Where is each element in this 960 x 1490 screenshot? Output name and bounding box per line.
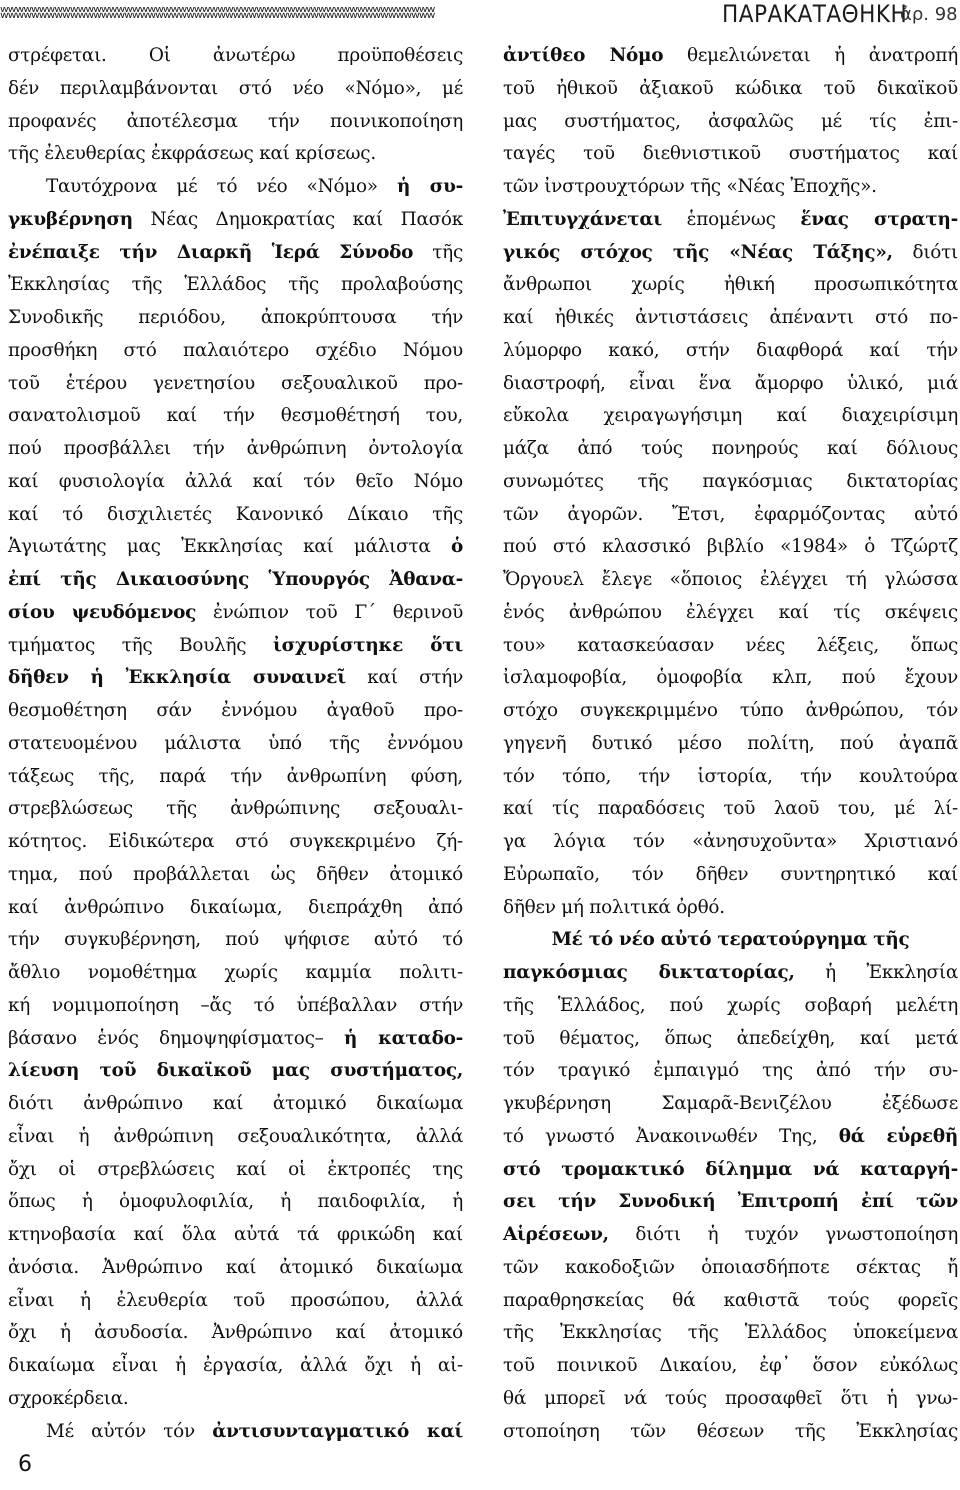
left-column-line bbox=[8, 1383, 463, 1416]
right-column-line bbox=[503, 269, 958, 302]
left-column-line bbox=[8, 171, 463, 204]
text-span: εὔκολα χειραγωγήσιμη καί διαχειρίσιμη bbox=[503, 405, 958, 427]
right-column-line bbox=[503, 1186, 958, 1219]
text-span: δικαίωμα εἶναι ἡ ἐργασία, ἀλλά ὄχι ἡ αἰ- bbox=[8, 1355, 463, 1376]
text-span: καί φυσιολογία ἀλλά καί τόν θεῖο Νόμο bbox=[8, 470, 463, 492]
bold-text: Αἱρέσεων, bbox=[503, 1224, 609, 1245]
right-column-line bbox=[503, 1121, 958, 1154]
text-span: μας συστήματος, ἀσφαλῶς μέ τίς ἐπι- bbox=[503, 110, 958, 132]
right-column-line bbox=[503, 1383, 958, 1416]
text-span: διότι ἀνθρώπινο καί ἀτομικό δικαίωμα bbox=[8, 1093, 463, 1114]
right-column-line bbox=[503, 597, 958, 630]
text-span: λύμορφο κακό, στήν διαφθορά καί τήν bbox=[503, 339, 958, 361]
right-column-line bbox=[503, 1416, 958, 1449]
right-column-line bbox=[503, 466, 958, 499]
text-span: τόν τραγικό ἐμπαιγμό της ἀπό τήν συ- bbox=[503, 1060, 958, 1082]
left-column-line bbox=[8, 1350, 463, 1383]
right-column-line bbox=[503, 400, 958, 433]
right-column-line bbox=[503, 1285, 958, 1318]
left-column-line bbox=[8, 499, 463, 532]
text-span: δέν περιλαμβάνονται στό νέο «Νόμο», μέ bbox=[8, 77, 463, 99]
text-span: τῶν ἰνστρουχτόρων τῆς «Νέας Ἐποχῆς». bbox=[503, 176, 877, 197]
text-span: θά μπορεῖ νά τούς προσαφθεῖ ὅτι ἡ γνω- bbox=[503, 1387, 958, 1409]
text-span: σχροκέρδεια. bbox=[8, 1387, 129, 1409]
text-span: Νέας Δημοκρατίας καί Πασόκ bbox=[132, 208, 463, 230]
right-column-line bbox=[503, 793, 958, 826]
text-span: στρέφεται. Οἱ ἀνωτέρω προϋποθέσεις bbox=[8, 45, 463, 66]
bold-text: ἐπί τῆς Δικαιοσύνης Ὑπουργός Ἀθανα- bbox=[8, 569, 463, 590]
right-column-line bbox=[503, 40, 958, 73]
right-column-line bbox=[503, 695, 958, 728]
left-column-line bbox=[8, 400, 463, 433]
text-span: συνωμότες τῆς παγκόσμιας δικτατορίας bbox=[503, 470, 958, 492]
left-column-line bbox=[8, 793, 463, 826]
text-span: κότητος. Εἰδικώτερα στό συγκεκριμένο ζή- bbox=[8, 831, 463, 852]
text-span: καί τό δισχιλιετές Κανονικό Δίκαιο τῆς bbox=[8, 503, 463, 525]
left-column-line bbox=[8, 40, 463, 73]
text-span: του» κατασκεύασαν νέες λέξεις, ὅπως bbox=[503, 634, 958, 656]
decorative-border: ʬʬʬʬʬʬʬʬʬʬʬʬʬʬʬʬʬʬʬʬʬʬʬʬʬʬʬʬʬʬʬʬʬʬʬʬʬʬʬʬʬʬʬʬʬʬʬʬʬʬʬʬʬʬʬʬ bbox=[0, 3, 435, 23]
right-column-line bbox=[503, 204, 958, 237]
right-column-line bbox=[503, 106, 958, 139]
text-span: εἶναι ἡ ἀνθρώπινη σεξουαλικότητα, ἀλλά bbox=[8, 1125, 463, 1147]
text-span: θεσμοθέτηση σάν ἐννόμου ἀγαθοῦ προ- bbox=[8, 700, 463, 721]
bold-text: ἀντίθεο Νόμο bbox=[503, 45, 664, 66]
text-span: στοποίηση τῶν θέσεων τῆς Ἐκκλησίας bbox=[503, 1420, 958, 1442]
text-span: ἡ Ἐκκλησία bbox=[794, 962, 958, 983]
left-column-line bbox=[8, 630, 463, 663]
right-column-line bbox=[503, 138, 958, 171]
left-column-line bbox=[8, 1317, 463, 1350]
left-column-line bbox=[8, 531, 463, 564]
left-column-line bbox=[8, 892, 463, 925]
bold-text: σει τήν Συνοδική Ἐπιτροπή ἐπί τῶν bbox=[503, 1191, 958, 1213]
left-column-line bbox=[8, 761, 463, 794]
text-span: τήν συγκυβέρνηση, πού ψήφισε αὐτό τό bbox=[8, 929, 463, 951]
left-column-line bbox=[8, 433, 463, 466]
text-span: παραθρησκείας θά καθιστᾶ τούς φορεῖς bbox=[503, 1289, 958, 1311]
right-column-line bbox=[503, 1154, 958, 1187]
text-span: πού στό κλασσικό βιβλίο «1984» ὁ Τζώρτζ bbox=[503, 536, 958, 558]
text-span: διαστροφή, εἶναι ἕνα ἄμορφο ὑλικό, μιά bbox=[503, 372, 958, 394]
text-span: τοῦ θέματος, ὅπως ἀπεδείχθη, καί μετά bbox=[503, 1027, 958, 1049]
left-column-line bbox=[8, 990, 463, 1023]
left-column-line bbox=[8, 662, 463, 695]
right-column-line bbox=[503, 924, 958, 957]
text-span: ἑπομένως bbox=[661, 208, 801, 230]
left-column-line bbox=[8, 597, 463, 630]
text-span: Ἐκκλησίας τῆς Ἑλλάδος τῆς προλαβούσης bbox=[8, 274, 463, 296]
text-span: στρεβλώσεως τῆς ἀνθρώπινης σεξουαλι- bbox=[8, 798, 463, 820]
left-column bbox=[8, 40, 463, 1448]
text-span: Ἁγιωτάτης μας Ἐκκλησίας καί μάλιστα bbox=[8, 536, 451, 558]
bold-text: γκυβέρνηση bbox=[8, 208, 133, 230]
bold-text: δῆθεν ἡ Ἐκκλησία συναινεῖ bbox=[8, 667, 346, 689]
bold-text: θά εὑρεθῆ bbox=[838, 1125, 959, 1147]
left-column-line bbox=[8, 1416, 463, 1449]
text-span: τμήματος τῆς Βουλῆς bbox=[8, 634, 274, 656]
left-column-line bbox=[8, 1252, 463, 1285]
left-column-line bbox=[8, 237, 463, 270]
left-column-line bbox=[8, 695, 463, 728]
text-span: γα λόγια τόν «ἀνησυχοῦντα» Χριστιανό bbox=[503, 831, 958, 852]
right-column-line bbox=[503, 1252, 958, 1285]
right-column-line bbox=[503, 73, 958, 106]
bold-text: γικός στόχος τῆς «Νέας Τάξης», bbox=[503, 241, 893, 263]
right-column-line bbox=[503, 1317, 958, 1350]
text-span: καί ἀνθρώπινο δικαίωμα, διεπράχθη ἀπό bbox=[8, 896, 463, 918]
text-span: γκυβέρνηση Σαμαρᾶ-Βενιζέλου ἐξέδωσε bbox=[503, 1093, 958, 1114]
left-column-line bbox=[8, 1055, 463, 1088]
right-column bbox=[503, 40, 958, 1448]
text-span: ἐνώπιον τοῦ Γ΄ θερινοῦ bbox=[196, 601, 463, 623]
left-column-line bbox=[8, 564, 463, 597]
right-column-line bbox=[503, 1219, 958, 1252]
text-span: θεμελιώνεται ἡ ἀνατροπή bbox=[663, 45, 958, 66]
bold-text: σίου ψευδόμενος bbox=[8, 601, 197, 623]
left-column-line bbox=[8, 859, 463, 892]
text-span: καί στήν bbox=[345, 667, 463, 689]
page-number: 6 bbox=[18, 1452, 32, 1477]
text-span: Μέ αὐτόν τόν bbox=[46, 1420, 213, 1442]
left-column-line bbox=[8, 1088, 463, 1121]
left-column-line bbox=[8, 204, 463, 237]
right-column-line bbox=[503, 237, 958, 270]
right-column-line bbox=[503, 957, 958, 990]
left-column-line bbox=[8, 1186, 463, 1219]
text-span: τόν τόπο, τήν ἱστορία, τήν κουλτούρα bbox=[503, 765, 958, 787]
text-span: σανατολισμοῦ καί τήν θεσμοθέτησή του, bbox=[8, 405, 463, 427]
left-column-line bbox=[8, 1023, 463, 1056]
bold-text: ἡ συ- bbox=[396, 176, 463, 197]
text-span: διότι bbox=[892, 241, 958, 263]
text-span: Ταυτόχρονα μέ τό νέο «Νόμο» bbox=[46, 176, 397, 197]
text-span: κτηνοβασία καί ὅλα αὐτά τά φρικώδη καί bbox=[8, 1224, 463, 1245]
text-span: καί ἠθικές ἀντιστάσεις ἀπέναντι στό πο- bbox=[503, 307, 958, 328]
text-span: τοῦ ἠθικοῦ ἀξιακοῦ κώδικα τοῦ δικαϊκοῦ bbox=[503, 77, 958, 99]
text-span: ὅπως ἡ ὁμοφυλοφιλία, ἡ παιδοφιλία, ἡ bbox=[8, 1191, 463, 1213]
text-span: τημα, πού προβάλλεται ὡς δῆθεν ἀτομικό bbox=[8, 863, 463, 885]
text-span: στατευομένου μάλιστα ὑπό τῆς ἐννόμου bbox=[8, 732, 463, 754]
text-span: ἄθλιο νομοθέτημα χωρίς καμμία πολιτι- bbox=[8, 962, 463, 983]
text-span: ἑνός ἀνθρώπου ἐλέγχει καί τίς σκέψεις bbox=[503, 601, 958, 623]
right-column-line bbox=[503, 1055, 958, 1088]
text-span: τοῦ ἑτέρου γενετησίου σεξουαλικοῦ προ- bbox=[8, 372, 463, 394]
text-span: κή νομιμοποίηση –ἄς τό ὑπέβαλλαν στήν bbox=[8, 994, 463, 1016]
text-span: Ὄργουελ ἔλεγε «ὅποιος ἐλέγχει τή γλώσσα bbox=[503, 569, 958, 590]
text-span: γηγενῆ δυτικό μέσο πολίτη, πού ἀγαπᾶ bbox=[503, 732, 958, 754]
text-span: προσθήκη στό παλαιότερο σχέδιο Νόμου bbox=[8, 339, 463, 361]
right-column-line bbox=[503, 662, 958, 695]
text-span: τῶν κακοδοξιῶν ὁποιασδήποτε σέκτας ἤ bbox=[503, 1256, 958, 1278]
text-span: τοῦ ποινικοῦ Δικαίου, ἐφ᾽ ὅσον εὐκόλως bbox=[503, 1355, 958, 1376]
text-span: τάξεως τῆς, παρά τήν ἀνθρωπίνη φύση, bbox=[8, 765, 463, 787]
text-span: μάζα ἀπό τούς πονηρούς καί δόλιους bbox=[503, 438, 958, 459]
text-span: ἰσλαμοφοβία, ὁμοφοβία κλπ, πού ἔχουν bbox=[503, 667, 958, 689]
right-column-line bbox=[503, 1088, 958, 1121]
text-span: ὄχι οἱ στρεβλώσεις καί οἱ ἐκτροπές της bbox=[8, 1158, 463, 1180]
bold-text: στό τρομακτικό δίλημμα νά καταργή- bbox=[503, 1158, 958, 1180]
right-column-line bbox=[503, 630, 958, 663]
left-column-line bbox=[8, 368, 463, 401]
right-column-line bbox=[503, 728, 958, 761]
right-column-line bbox=[503, 302, 958, 335]
journal-title: ΠΑΡΑΚΑΤΑΘΗΚΗ bbox=[722, 0, 908, 28]
left-column-line bbox=[8, 106, 463, 139]
text-span: Συνοδικῆς περιόδου, ἀποκρύπτουσα τήν bbox=[8, 307, 463, 328]
text-span: εἶναι ἡ ἐλευθερία τοῦ προσώπου, ἀλλά bbox=[8, 1289, 463, 1311]
bold-text: Ἐπιτυγχάνεται bbox=[503, 208, 662, 230]
bold-text: ἀντισυνταγματικό καί bbox=[212, 1420, 463, 1442]
left-column-line bbox=[8, 1121, 463, 1154]
bold-text: λίευση τοῦ δικαϊκοῦ μας συστήματος, bbox=[8, 1060, 463, 1082]
right-column-line bbox=[503, 531, 958, 564]
right-column-line bbox=[503, 335, 958, 368]
right-column-line bbox=[503, 564, 958, 597]
text-span: τῆς Ἑλλάδος, πού χωρίς σοβαρή μελέτη bbox=[503, 994, 958, 1016]
text-span: τῆς ἐλευθερίας ἐκφράσεως καί κρίσεως. bbox=[8, 143, 376, 165]
text-span: προφανές ἀποτέλεσμα τήν ποινικοποίηση bbox=[8, 110, 463, 132]
right-column-line bbox=[503, 826, 958, 859]
left-column-line bbox=[8, 1285, 463, 1318]
text-span: πού προσβάλλει τήν ἀνθρώπινη ὀντολογία bbox=[8, 438, 463, 459]
left-column-line bbox=[8, 957, 463, 990]
right-column-line bbox=[503, 1350, 958, 1383]
text-span: καί τίς παραδόσεις τοῦ λαοῦ του, μέ λί- bbox=[503, 798, 958, 820]
text-span: ὄχι ἡ ἀσυδοσία. Ἀνθρώπινο καί ἀτομικό bbox=[8, 1322, 463, 1344]
left-column-line bbox=[8, 1219, 463, 1252]
bold-text: ὁ bbox=[450, 536, 463, 558]
bold-text: ἡ καταδο- bbox=[344, 1027, 463, 1049]
bold-text: Μέ τό νέο αὐτό τερατούργημα τῆς bbox=[551, 929, 910, 951]
right-column-line bbox=[503, 368, 958, 401]
text-span: τό γνωστό Ἀνακοινωθέν Της, bbox=[503, 1125, 839, 1147]
right-column-line bbox=[503, 499, 958, 532]
left-column-line bbox=[8, 728, 463, 761]
right-column-line bbox=[503, 171, 958, 204]
right-column-line bbox=[503, 1023, 958, 1056]
left-column-line bbox=[8, 138, 463, 171]
text-span: τῆς Ἐκκλησίας τῆς Ἑλλάδος ὑποκείμενα bbox=[503, 1322, 958, 1344]
text-span: Εὐρωπαῖο, τόν δῆθεν συντηρητικό καί bbox=[503, 863, 958, 885]
text-span: στόχο συγκεκριμμένο τύπο ἀνθρώπου, τόν bbox=[503, 700, 958, 721]
text-span: τῆς bbox=[413, 241, 463, 263]
text-span: βάσανο ἑνός δημοψηφίσματος– bbox=[8, 1027, 345, 1049]
right-column-line bbox=[503, 433, 958, 466]
left-column-line bbox=[8, 924, 463, 957]
right-column-line bbox=[503, 892, 958, 925]
left-column-line bbox=[8, 269, 463, 302]
bold-text: παγκόσμιας δικτατορίας, bbox=[503, 962, 795, 983]
bold-text: ἐνέπαιξε τήν Διαρκῆ Ἱερά Σύνοδο bbox=[8, 241, 414, 263]
text-span: διότι ἡ τυχόν γνωστοποίηση bbox=[608, 1224, 958, 1245]
bold-text: ἰσχυρίστηκε ὅτι bbox=[273, 634, 463, 656]
page-header bbox=[0, 0, 960, 28]
text-span: ταγές τοῦ διεθνιστικοῦ συστήματος καί bbox=[503, 143, 958, 165]
text-span: ἀνόσια. Ἀνθρώπινο καί ἀτομικό δικαίωμα bbox=[8, 1256, 463, 1278]
text-span: δῆθεν μή πολιτικά ὀρθό. bbox=[503, 896, 725, 918]
left-column-line bbox=[8, 335, 463, 368]
issue-number: ἀρ. 98 bbox=[900, 4, 958, 25]
left-column-line bbox=[8, 302, 463, 335]
left-column-line bbox=[8, 826, 463, 859]
text-span: τῶν ἀγορῶν. Ἔτσι, ἐφαρμόζοντας αὐτό bbox=[503, 503, 958, 525]
left-column-line bbox=[8, 73, 463, 106]
right-column-line bbox=[503, 990, 958, 1023]
right-column-line bbox=[503, 761, 958, 794]
left-column-line bbox=[8, 1154, 463, 1187]
right-column-line bbox=[503, 859, 958, 892]
text-span: ἄνθρωποι χωρίς ἠθική προσωπικότητα bbox=[503, 274, 958, 296]
left-column-line bbox=[8, 466, 463, 499]
bold-text: ἕνας στρατη- bbox=[800, 208, 958, 230]
